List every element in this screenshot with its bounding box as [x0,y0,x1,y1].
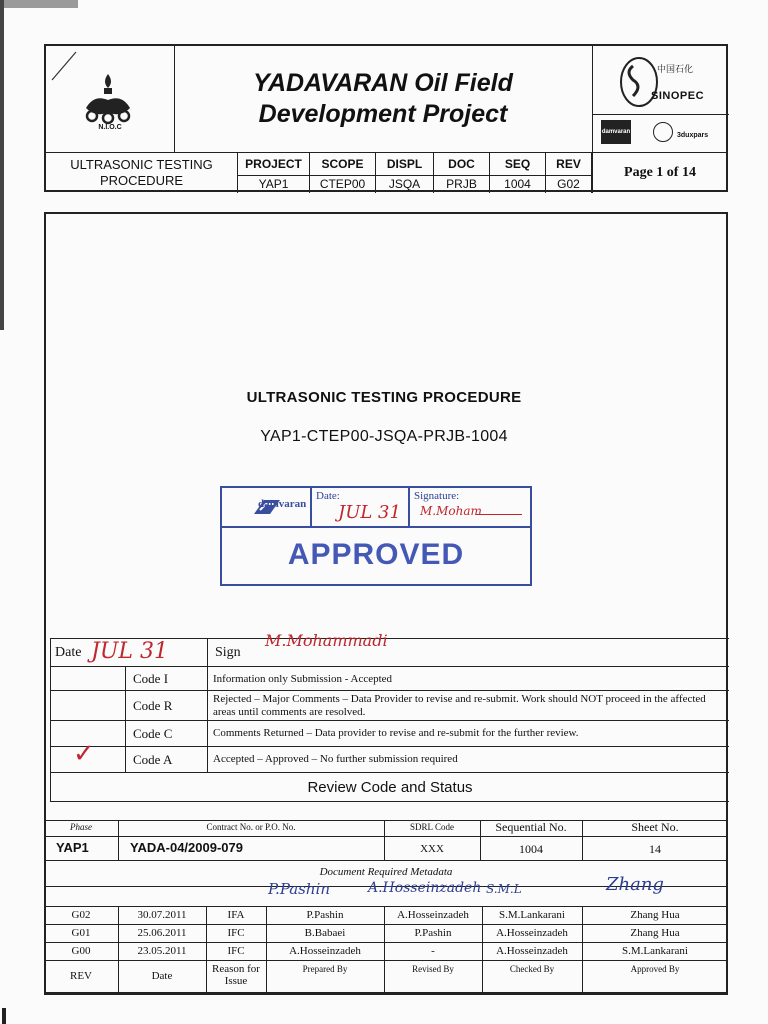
document-codes [238,153,592,193]
meta-phase-value: YAP1 [56,840,89,855]
review-code-description: Rejected – Major Comments – Data Provider to revise and re-submit. Work should NOT proceed in the affected areas until comments are resolved. [213,693,706,718]
meta-header-sdrl: SDRL Code [410,822,454,832]
nioc-emblem-icon [46,46,174,152]
code-column-doc [434,153,490,193]
code-value: JSQA [388,177,421,191]
revision-header: Revised By [412,964,454,974]
code-value: G02 [557,177,580,191]
review-code-row [51,739,729,772]
duxpars-logo: 3duxpars [677,132,709,139]
page-indicator: Page 1 of 14 [592,153,727,193]
review-table [50,631,728,802]
review-date-sign-row [51,631,729,666]
code-column-rev [546,153,592,193]
review-code-description: Information only Submission - Accepted [213,673,393,685]
revision-cell: G00 [71,945,91,957]
revision-header: Checked By [509,964,555,974]
code-label: PROJECT [238,153,309,176]
review-code-label: Code A [133,752,173,767]
nioc-label: N.I.O.C [98,124,122,131]
revision-cell: IFC [227,945,245,957]
review-sign-label: Sign [215,645,241,660]
revision-header: REV [70,970,92,982]
approved-label: APPROVED [287,538,465,571]
meta-header-phase: Phase [70,822,92,832]
code-column-displ [376,153,434,193]
stamp-date-handwritten: JUL 31 [338,502,401,523]
revision-header: Prepared By [302,964,348,974]
review-code-row [51,690,729,720]
document-code-row [46,152,726,193]
revision-cell: 30.07.2011 [137,909,187,921]
scan-edge-top [0,0,78,8]
revision-header: Approved By [630,964,680,974]
damvaran-stamp-text: damvaran [258,498,307,510]
code-label: DOC [434,153,489,176]
checked-signature-scribble: S.M.L [486,882,522,896]
code-column-seq [490,153,546,193]
sinopec-logo [613,52,709,110]
review-code-label: Code C [133,726,173,741]
code-column-project [238,153,310,193]
revision-cell: S.M.Lankarani [622,945,688,957]
revision-cell: S.M.Lankarani [499,909,565,921]
stamp-date-label: Date: [316,490,340,502]
revision-cell: A.Hosseinzadeh [397,909,469,921]
sinopec-text: SINOPEC [651,90,705,102]
revision-cell: A.Hosseinzadeh [289,945,361,957]
revised-signature-scribble: A.Hosseinzadeh [368,880,482,896]
revision-header: Date [151,970,173,982]
meta-sheet-value: 14 [649,842,661,856]
revision-cell: 23.05.2011 [137,945,187,957]
procedure-name: ULTRASONIC TESTING PROCEDURE [46,153,238,193]
revision-cell: B.Babaei [304,927,346,939]
review-date-label: Date [55,645,82,660]
revision-cell: G01 [71,927,91,939]
revision-cell: P.Pashin [414,927,452,939]
meta-header-sequential: Sequential No. [495,820,567,834]
meta-contract-value: YADA-04/2009-079 [130,840,243,855]
revision-cell: IFC [227,927,245,939]
code-label: SEQ [490,153,545,176]
document-header [44,44,728,192]
code-label: DISPL [376,153,433,176]
svg-text:中国石化: 中国石化 [657,65,694,75]
title-line-1: YADAVARAN Oil Field [253,69,513,97]
nioc-logo [46,46,175,152]
code-value: CTEP00 [319,177,366,191]
damvaran-stamp-logo [228,496,306,518]
review-sign-handwritten: M.Mohammadi [265,631,388,650]
review-code-row [51,666,729,690]
scan-edge-left [0,0,4,330]
review-date-handwritten: JUL 31 [91,639,168,664]
code-label: SCOPE [310,153,375,176]
partner-logos [592,46,729,152]
stamp-signature-handwritten: M.Moham [420,504,482,518]
revision-cell: - [431,945,435,957]
partner-seal-icon [653,122,673,142]
meta-header-sheet: Sheet No. [631,820,679,834]
revision-cell: G02 [71,909,91,921]
review-code-description: Comments Returned – Data provider to revise and re-submit for the further review. [213,727,579,739]
code-column-scope [310,153,376,193]
code-value: PRJB [446,177,477,191]
stamp-signature-label: Signature: [414,490,460,502]
code-value: 1004 [504,177,531,191]
meta-caption: Document Required Metadata [319,866,453,878]
revision-cell: A.Hosseinzadeh [496,927,568,939]
revision-cell: Zhang Hua [630,909,680,921]
approved-signature-scribble: Zhang [606,874,664,895]
meta-sequential-value: 1004 [519,842,543,856]
scan-mark [2,1008,6,1024]
check-mark-icon: ✓ [73,739,95,769]
review-code-label: Code R [133,698,173,713]
meta-header-contract: Contract No. or P.O. No. [206,822,296,832]
prepared-signature-scribble: P.Pashin [268,880,330,898]
revision-cell: 25.06.2011 [137,927,187,939]
document-title: ULTRASONIC TESTING PROCEDURE [246,389,522,406]
review-section-title: Review Code and Status [51,772,729,802]
damvaran-logo: damvaran [601,120,631,144]
title-line-2: Development Project [258,100,508,128]
approval-stamp [220,486,532,586]
revision-header: Reason for Issue [212,963,260,987]
revision-cell: P.Pashin [306,909,344,921]
meta-sdrl-value: XXX [420,843,444,855]
revision-cell: IFA [227,909,245,921]
review-code-description: Accepted – Approved – No further submission required [213,753,458,765]
revision-cell: Zhang Hua [630,927,680,939]
code-label: REV [546,153,591,176]
project-title [174,46,592,152]
revision-cell: A.Hosseinzadeh [496,945,568,957]
code-value: YAP1 [258,177,289,191]
document-number: YAP1-CTEP00-JSQA-PRJB-1004 [260,428,508,445]
review-code-label: Code I [133,671,169,686]
review-code-row [51,720,729,746]
